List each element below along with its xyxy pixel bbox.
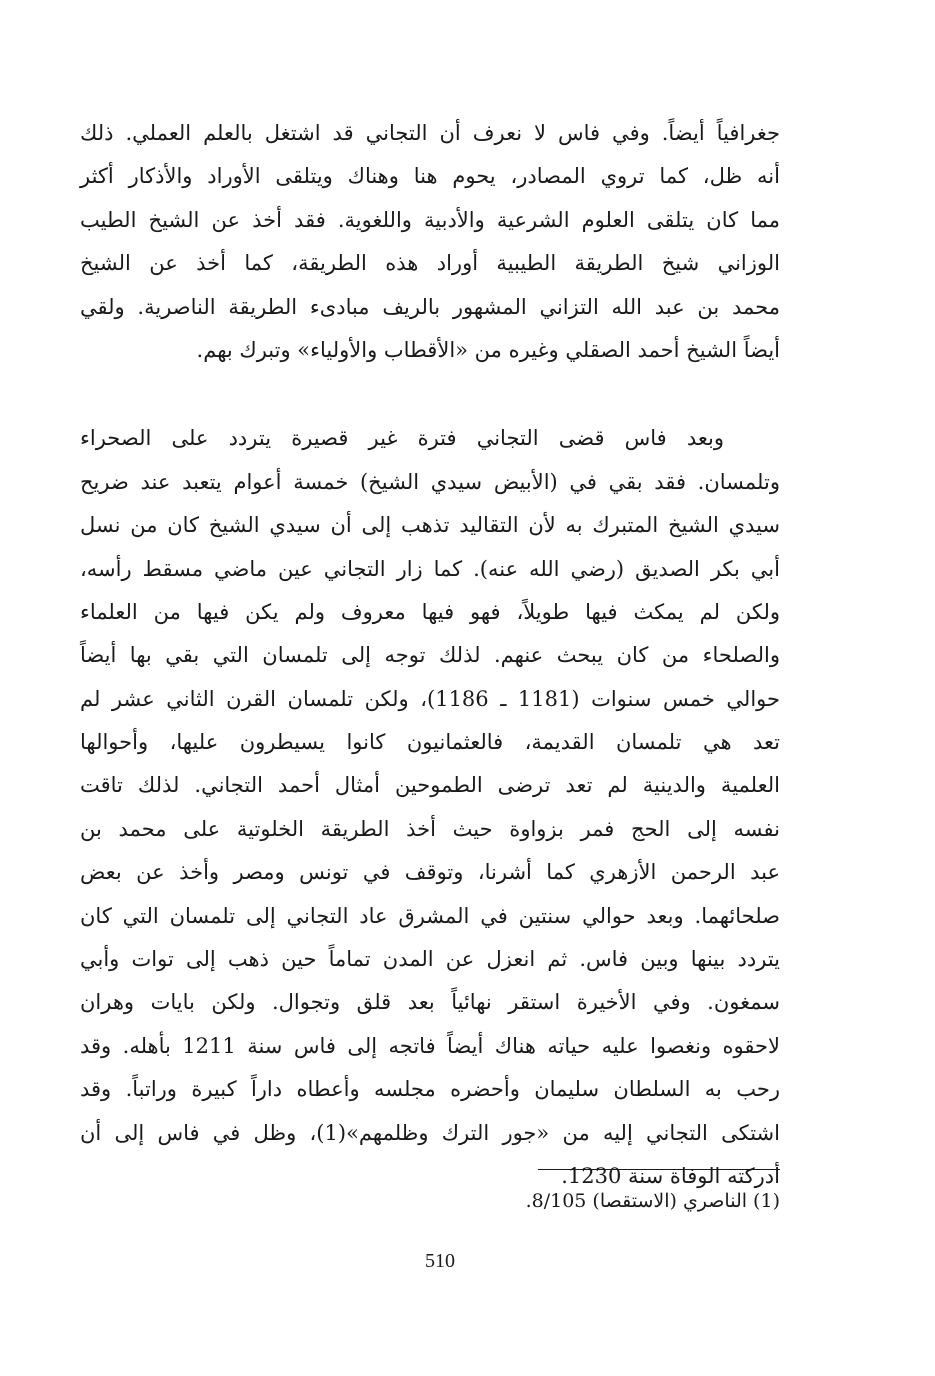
- text-line: صلحائهما. وبعد حوالي سنتين في المشرق عاد التجاني إلى تلمسان التي كان: [80, 903, 780, 928]
- footnote: (1) الناصري (الاستقصا) 8/105.: [525, 1190, 780, 1212]
- footnote-separator: [538, 1169, 780, 1170]
- text-line: أدركته الوفاة سنة 1230.: [561, 1163, 780, 1188]
- text-line: ولكن لم يمكث فيها طويلاً، فهو فيها معروف ولم يكن فيها من العلماء: [80, 599, 780, 624]
- text-line: نفسه إلى الحج فمر بزواوة حيث أخذ الطريقة الخلوتية على محمد بن: [80, 816, 780, 841]
- text-line: رحب به السلطان سليمان وأحضره مجلسه وأعطاه داراً كبيرة وراتباً. وقد: [80, 1077, 780, 1102]
- text-line: سيدي الشيخ المتبرك به لأن التقاليد تذهب إلى أن سيدي الشيخ كان من نسل: [80, 513, 780, 538]
- page-number: 510: [425, 1250, 455, 1272]
- text-line: والصلحاء من كان يبحث عنهم. لذلك توجه إلى تلمسان التي بقي بها أيضاً: [80, 643, 780, 668]
- text-line: تعد هي تلمسان القديمة، فالعثمانيون كانوا يسيطرون عليها، وأحوالها: [80, 730, 780, 755]
- text-line: مما كان يتلقى العلوم الشرعية والأدبية واللغوية. فقد أخذ عن الشيخ الطيب: [80, 207, 780, 232]
- paragraph: [80, 112, 780, 372]
- text-line: اشتكى التجاني إليه من «جور الترك وظلمهم»(1)، وظل في فاس إلى أن: [80, 1120, 780, 1145]
- text-line: يتردد بينها وبين فاس. ثم انعزل عن المدن تماماً حين ذهب إلى توات وأبي: [80, 947, 780, 972]
- paragraph: [80, 417, 780, 1198]
- main-text: [80, 112, 780, 1198]
- text-line: محمد بن عبد الله التزاني المشهور بالريف مبادىء الطريقة الناصرية. ولقي: [80, 294, 780, 319]
- text-line: أبي بكر الصديق (رضي الله عنه). كما زار التجاني عين ماضي مسقط رأسه،: [80, 556, 780, 581]
- text-line: أنه ظل، كما تروي المصادر، يحوم هنا وهناك ويتلقى الأوراد والأذكار أكثر: [80, 164, 780, 189]
- text-line: الوزاني شيخ الطريقة الطيبية أوراد هذه الطريقة، كما أخذ عن الشيخ: [80, 251, 780, 276]
- text-line: سمغون. وفي الأخيرة استقر نهائياً بعد قلق وتجوال. ولكن بايات وهران: [80, 990, 780, 1015]
- text-line: وبعد فاس قضى التجاني فترة غير قصيرة يتردد على الصحراء: [80, 426, 724, 451]
- text-line: عبد الرحمن الأزهري كما أشرنا، وتوقف في تونس ومصر وأخذ عن بعض: [80, 860, 780, 885]
- text-line: جغرافياً أيضاً. وفي فاس لا نعرف أن التجاني قد اشتغل بالعلم العملي. ذلك: [80, 121, 780, 145]
- text-line: العلمية والدينية لم تعد ترضى الطموحين أمثال أحمد التجاني. لذلك تاقت: [80, 773, 780, 798]
- text-line: أيضاً الشيخ أحمد الصقلي وغيره من «الأقطاب والأولياء» وتبرك بهم.: [196, 337, 780, 362]
- text-line: لاحقوه ونغصوا عليه حياته هناك أيضاً فاتجه إلى فاس سنة 1211 بأهله. وقد: [80, 1033, 780, 1058]
- text-line: وتلمسان. فقد بقي في (الأبيض سيدي الشيخ) خمسة أعوام يتعبد عند ضريح: [80, 469, 780, 494]
- text-line: حوالي خمس سنوات (1181 ـ 1186)، ولكن تلمسان القرن الثاني عشر لم: [80, 686, 780, 711]
